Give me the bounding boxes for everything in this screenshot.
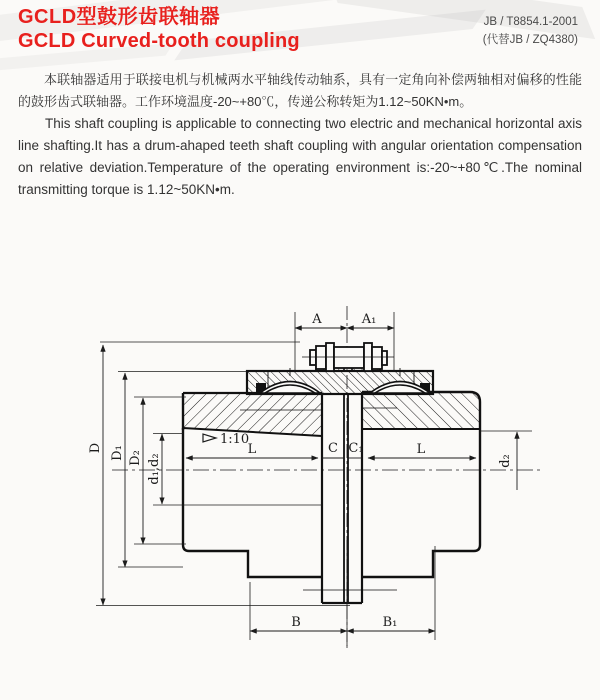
bolt-assembly xyxy=(302,343,394,371)
taper-label: 1:10 xyxy=(220,432,250,447)
standard-code: JB / T8854.1-2001 xyxy=(483,16,578,28)
label-d2-right: d₂ xyxy=(498,454,513,468)
label-L-right: L xyxy=(416,442,426,457)
page-title-en: GCLD Curved-tooth coupling xyxy=(18,30,300,52)
label-B: B xyxy=(291,615,301,630)
label-C: C xyxy=(328,441,338,456)
taper-mark xyxy=(203,432,249,447)
intro-paragraph-en: This shaft coupling is applicable to connecting two electric and mechanical horizontal axis line shafting.It has a drum-ahaped teeth shaft coupling with angular orientation compensation on relative deviation.Temperature of the operating environment is:-20~+80℃.The nominal transmitting torque is 1.12~50KN•m. xyxy=(18,116,582,197)
intro-paragraph-zh: 本联轴器适用于联接电机与机械两水平轴线传动轴系，具有一定角向补偿两轴相对偏移的性能的鼓形齿式联轴器。工作环境温度-20~+80℃，传递公称转矩为1.12~50KN•m。 xyxy=(18,72,582,109)
page-title-zh: GCLD型鼓形齿联轴器 xyxy=(18,6,221,28)
label-L-left: L xyxy=(247,442,257,457)
coupling-bodies xyxy=(183,343,480,603)
bolt-shank xyxy=(334,347,364,368)
right-hub xyxy=(362,392,480,603)
bolt-nut-end xyxy=(382,351,387,365)
left-hub xyxy=(183,393,322,603)
label-C1: C₁ xyxy=(348,441,364,456)
label-d1d2: d₁,d₂ xyxy=(147,453,162,485)
label-A1: A₁ xyxy=(361,312,377,327)
label-D2: D₂ xyxy=(128,450,143,466)
bolt-nut xyxy=(372,347,382,369)
dimension-labels xyxy=(88,312,513,630)
standard-replaces: (代替JB / ZQ4380) xyxy=(482,34,578,46)
label-A: A xyxy=(312,312,322,327)
label-D1: D₁ xyxy=(110,445,125,461)
taper-icon xyxy=(203,434,216,442)
label-B1: B₁ xyxy=(382,615,398,630)
label-D: D xyxy=(88,442,103,454)
bolt-head xyxy=(316,346,326,369)
